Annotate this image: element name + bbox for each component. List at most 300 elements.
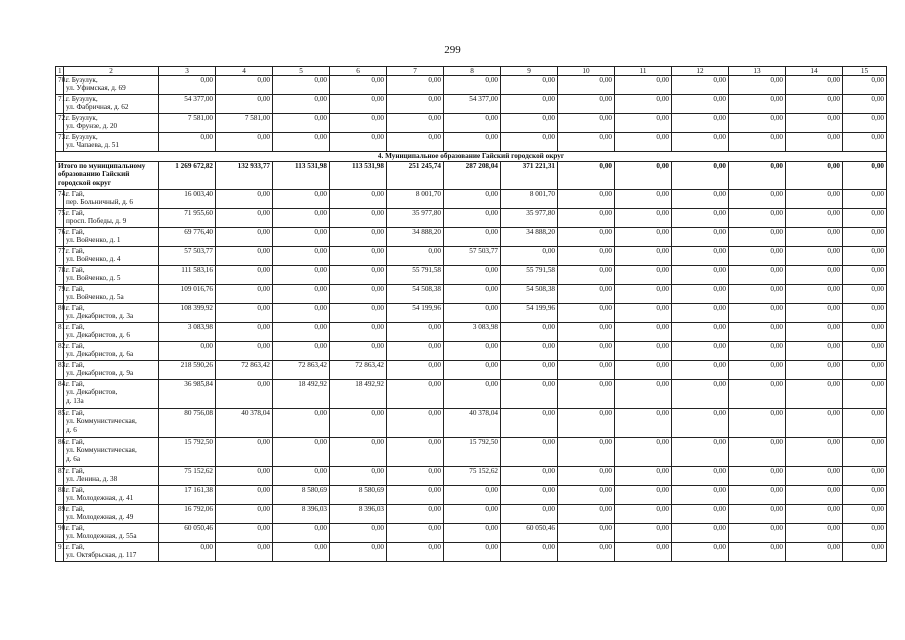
row-value: 0,00 (672, 380, 729, 409)
row-value: 0,00 (843, 190, 887, 209)
row-value: 0,00 (786, 543, 843, 562)
row-value: 0,00 (330, 114, 387, 133)
row-value: 36 985,84 (159, 380, 216, 409)
table-row (56, 486, 887, 505)
row-value: 0,00 (387, 247, 444, 266)
row-value: 0,00 (330, 467, 387, 486)
row-index: 76. (56, 228, 64, 247)
row-address: г. Гай, ул. Коммунистическая, д. 6а (64, 438, 159, 467)
row-address: г. Гай, ул. Молодежная, д. 41 (64, 486, 159, 505)
table-row (56, 133, 887, 152)
row-value: 0,00 (729, 133, 786, 152)
row-value: 0,00 (444, 76, 501, 95)
row-value: 8 396,03 (330, 505, 387, 524)
row-address: г. Гай, ул. Декабристов, д. 13а (64, 380, 159, 409)
row-value: 0,00 (444, 380, 501, 409)
row-value: 0,00 (615, 228, 672, 247)
row-value: 0,00 (387, 95, 444, 114)
row-value: 0,00 (558, 524, 615, 543)
row-value: 80 756,08 (159, 409, 216, 438)
row-value: 0,00 (558, 76, 615, 95)
row-value: 0,00 (615, 361, 672, 380)
row-value: 0,00 (216, 190, 273, 209)
row-value: 57 503,77 (159, 247, 216, 266)
table-row (56, 209, 887, 228)
row-value: 0,00 (729, 190, 786, 209)
row-address: г. Гай, ул. Войченко, д. 5 (64, 266, 159, 285)
row-value: 0,00 (558, 247, 615, 266)
row-value: 0,00 (558, 133, 615, 152)
row-value: 0,00 (444, 285, 501, 304)
row-index: 89. (56, 505, 64, 524)
row-value: 35 977,80 (387, 209, 444, 228)
row-value: 0,00 (273, 438, 330, 467)
row-value: 0,00 (501, 361, 558, 380)
row-value: 0,00 (444, 524, 501, 543)
row-value: 0,00 (615, 285, 672, 304)
row-value: 0,00 (501, 438, 558, 467)
row-value: 0,00 (786, 342, 843, 361)
row-value: 0,00 (786, 380, 843, 409)
row-value: 0,00 (216, 209, 273, 228)
row-value: 0,00 (159, 342, 216, 361)
row-address: г. Бузулук, ул. Фрунзе, д. 20 (64, 114, 159, 133)
row-value: 0,00 (216, 285, 273, 304)
row-value: 0,00 (843, 285, 887, 304)
column-header: 4 (216, 67, 273, 76)
row-value: 0,00 (615, 505, 672, 524)
row-value: 54 508,38 (501, 285, 558, 304)
row-index: 87. (56, 467, 64, 486)
row-value: 0,00 (843, 486, 887, 505)
row-value: 0,00 (216, 133, 273, 152)
table-row (56, 323, 887, 342)
row-value: 55 791,58 (501, 266, 558, 285)
row-value: 0,00 (444, 342, 501, 361)
row-value: 0,00 (501, 133, 558, 152)
row-value: 0,00 (216, 95, 273, 114)
row-value: 0,00 (729, 361, 786, 380)
row-value: 0,00 (729, 543, 786, 562)
row-value: 0,00 (273, 524, 330, 543)
row-value: 0,00 (273, 467, 330, 486)
row-value: 0,00 (615, 467, 672, 486)
row-value: 0,00 (729, 114, 786, 133)
row-value: 0,00 (786, 304, 843, 323)
row-value: 0,00 (330, 524, 387, 543)
row-value: 3 083,98 (159, 323, 216, 342)
row-value: 0,00 (729, 95, 786, 114)
total-value: 0,00 (729, 162, 786, 190)
page-number: 299 (444, 44, 461, 56)
row-value: 0,00 (672, 438, 729, 467)
row-value: 0,00 (501, 409, 558, 438)
table-row (56, 524, 887, 543)
row-address: г. Гай, ул. Декабристов, д. 6 (64, 323, 159, 342)
row-value: 0,00 (786, 76, 843, 95)
row-value: 0,00 (615, 190, 672, 209)
row-value: 0,00 (615, 543, 672, 562)
row-value: 0,00 (729, 247, 786, 266)
total-value: 0,00 (843, 162, 887, 190)
row-value: 0,00 (729, 228, 786, 247)
row-value: 0,00 (387, 76, 444, 95)
row-address: г. Гай, ул. Молодежная, д. 49 (64, 505, 159, 524)
total-label: Итого по муниципальному образованию Гайский городской округ (56, 162, 159, 190)
row-value: 0,00 (615, 409, 672, 438)
row-value: 0,00 (672, 114, 729, 133)
row-value: 54 199,96 (501, 304, 558, 323)
row-value: 0,00 (615, 342, 672, 361)
row-value: 71 955,60 (159, 209, 216, 228)
row-value: 8 001,70 (387, 190, 444, 209)
row-value: 0,00 (672, 486, 729, 505)
row-value: 16 003,40 (159, 190, 216, 209)
row-value: 0,00 (216, 486, 273, 505)
row-value: 0,00 (672, 266, 729, 285)
row-value: 0,00 (558, 285, 615, 304)
row-value: 0,00 (672, 304, 729, 323)
total-value: 0,00 (786, 162, 843, 190)
column-header: 14 (786, 67, 843, 76)
row-value: 0,00 (672, 543, 729, 562)
row-index: 71. (56, 95, 64, 114)
row-value: 0,00 (729, 342, 786, 361)
row-value: 0,00 (558, 266, 615, 285)
row-value: 0,00 (843, 95, 887, 114)
row-index: 78. (56, 266, 64, 285)
row-value: 15 792,50 (444, 438, 501, 467)
row-value: 54 377,00 (444, 95, 501, 114)
table-row (56, 190, 887, 209)
row-address: г. Бузулук, ул. Фабричная, д. 62 (64, 95, 159, 114)
row-value: 0,00 (729, 438, 786, 467)
row-value: 8 580,69 (330, 486, 387, 505)
row-value: 0,00 (672, 247, 729, 266)
row-value: 0,00 (729, 76, 786, 95)
row-value: 0,00 (843, 505, 887, 524)
row-value: 0,00 (615, 486, 672, 505)
row-value: 18 492,92 (330, 380, 387, 409)
total-value: 0,00 (615, 162, 672, 190)
row-value: 0,00 (786, 114, 843, 133)
row-value: 0,00 (786, 209, 843, 228)
row-value: 0,00 (558, 228, 615, 247)
row-value: 0,00 (387, 342, 444, 361)
table-row (56, 543, 887, 562)
table-row (56, 409, 887, 438)
row-address: г. Бузулук, ул. Чапаева, д. 51 (64, 133, 159, 152)
row-address: г. Бузулук, ул. Уфимская, д. 69 (64, 76, 159, 95)
column-header: 2 (64, 67, 159, 76)
row-value: 0,00 (330, 266, 387, 285)
row-value: 40 378,04 (444, 409, 501, 438)
row-value: 0,00 (216, 228, 273, 247)
table-row (56, 304, 887, 323)
row-value: 0,00 (330, 76, 387, 95)
row-value: 0,00 (330, 95, 387, 114)
row-value: 0,00 (672, 361, 729, 380)
row-address: г. Гай, ул. Войченко, д. 5а (64, 285, 159, 304)
table-row (56, 266, 887, 285)
column-header-row (56, 67, 887, 76)
row-value: 0,00 (216, 467, 273, 486)
row-value: 0,00 (843, 409, 887, 438)
row-value: 0,00 (330, 133, 387, 152)
row-value: 0,00 (729, 209, 786, 228)
row-index: 77. (56, 247, 64, 266)
row-value: 0,00 (216, 342, 273, 361)
row-value: 0,00 (444, 543, 501, 562)
table-row (56, 95, 887, 114)
row-value: 55 791,58 (387, 266, 444, 285)
table-row (56, 114, 887, 133)
row-value: 0,00 (444, 190, 501, 209)
row-value: 75 152,62 (159, 467, 216, 486)
row-value: 0,00 (615, 524, 672, 543)
row-value: 0,00 (501, 342, 558, 361)
row-index: 70. (56, 76, 64, 95)
row-value: 0,00 (273, 409, 330, 438)
row-value: 0,00 (786, 409, 843, 438)
column-header: 7 (387, 67, 444, 76)
row-value: 0,00 (159, 133, 216, 152)
row-value: 0,00 (387, 361, 444, 380)
row-value: 0,00 (330, 304, 387, 323)
row-address: г. Гай, ул. Молодежная, д. 55а (64, 524, 159, 543)
row-value: 0,00 (729, 486, 786, 505)
row-value: 0,00 (672, 524, 729, 543)
row-value: 0,00 (330, 438, 387, 467)
total-value: 113 531,98 (273, 162, 330, 190)
row-value: 0,00 (444, 266, 501, 285)
row-value: 0,00 (330, 409, 387, 438)
row-address: г. Гай, ул. Коммунистическая, д. 6 (64, 409, 159, 438)
row-value: 0,00 (786, 247, 843, 266)
row-value: 0,00 (330, 342, 387, 361)
row-value: 0,00 (330, 323, 387, 342)
row-value: 34 888,20 (387, 228, 444, 247)
row-index: 91. (56, 543, 64, 562)
row-value: 0,00 (786, 266, 843, 285)
row-value: 0,00 (843, 247, 887, 266)
row-value: 0,00 (672, 190, 729, 209)
row-value: 0,00 (843, 209, 887, 228)
row-value: 0,00 (729, 467, 786, 486)
row-value: 0,00 (273, 114, 330, 133)
row-value: 0,00 (330, 285, 387, 304)
row-value: 0,00 (273, 95, 330, 114)
row-value: 0,00 (216, 438, 273, 467)
row-value: 0,00 (444, 114, 501, 133)
row-value: 0,00 (501, 114, 558, 133)
row-value: 0,00 (444, 133, 501, 152)
row-value: 0,00 (672, 133, 729, 152)
row-value: 0,00 (273, 285, 330, 304)
row-value: 0,00 (672, 209, 729, 228)
table-row (56, 228, 887, 247)
row-value: 16 792,06 (159, 505, 216, 524)
row-value: 0,00 (615, 380, 672, 409)
row-value: 0,00 (729, 409, 786, 438)
row-value: 0,00 (843, 323, 887, 342)
row-value: 0,00 (843, 342, 887, 361)
row-value: 0,00 (558, 409, 615, 438)
table-row (56, 467, 887, 486)
row-value: 7 581,00 (216, 114, 273, 133)
row-value: 0,00 (387, 524, 444, 543)
row-value: 72 863,42 (330, 361, 387, 380)
row-value: 0,00 (273, 76, 330, 95)
row-value: 17 161,38 (159, 486, 216, 505)
column-header: 12 (672, 67, 729, 76)
row-value: 0,00 (558, 361, 615, 380)
row-value: 0,00 (843, 76, 887, 95)
row-value: 40 378,04 (216, 409, 273, 438)
row-address: г. Гай, ул. Войченко, д. 4 (64, 247, 159, 266)
data-table (55, 66, 887, 562)
row-value: 0,00 (273, 543, 330, 562)
row-value: 0,00 (558, 342, 615, 361)
table-row (56, 285, 887, 304)
row-value: 72 863,42 (273, 361, 330, 380)
row-value: 0,00 (786, 467, 843, 486)
row-value: 0,00 (786, 524, 843, 543)
row-value: 54 508,38 (387, 285, 444, 304)
row-value: 0,00 (216, 323, 273, 342)
row-value: 0,00 (729, 380, 786, 409)
row-value: 0,00 (843, 543, 887, 562)
row-value: 0,00 (672, 95, 729, 114)
table-row (56, 505, 887, 524)
section-title: 4. Муниципальное образование Гайский городской округ (56, 152, 887, 162)
row-value: 0,00 (216, 76, 273, 95)
row-index: 81. (56, 323, 64, 342)
row-value: 0,00 (843, 114, 887, 133)
row-index: 75. (56, 209, 64, 228)
row-address: г. Гай, ул. Декабристов, д. 3а (64, 304, 159, 323)
row-address: г. Гай, просп. Победы, д. 9 (64, 209, 159, 228)
row-value: 0,00 (273, 342, 330, 361)
row-value: 0,00 (672, 409, 729, 438)
row-value: 0,00 (444, 209, 501, 228)
row-value: 0,00 (786, 285, 843, 304)
row-value: 0,00 (387, 438, 444, 467)
row-value: 0,00 (501, 543, 558, 562)
row-value: 0,00 (672, 228, 729, 247)
row-index: 80. (56, 304, 64, 323)
row-value: 0,00 (216, 304, 273, 323)
row-value: 0,00 (843, 438, 887, 467)
row-value: 0,00 (330, 190, 387, 209)
table-row (56, 342, 887, 361)
row-value: 0,00 (330, 543, 387, 562)
row-value: 0,00 (729, 505, 786, 524)
row-value: 0,00 (387, 543, 444, 562)
row-index: 72. (56, 114, 64, 133)
table-row (56, 76, 887, 95)
total-value: 0,00 (558, 162, 615, 190)
table-row (56, 361, 887, 380)
column-header: 5 (273, 67, 330, 76)
row-value: 0,00 (786, 190, 843, 209)
row-value: 0,00 (786, 133, 843, 152)
column-header: 1 (56, 67, 64, 76)
row-index: 73. (56, 133, 64, 152)
row-value: 0,00 (843, 133, 887, 152)
row-value: 0,00 (501, 76, 558, 95)
row-value: 35 977,80 (501, 209, 558, 228)
column-header: 8 (444, 67, 501, 76)
row-value: 0,00 (843, 266, 887, 285)
row-value: 0,00 (330, 228, 387, 247)
row-value: 0,00 (558, 209, 615, 228)
row-value: 0,00 (843, 467, 887, 486)
row-value: 0,00 (615, 114, 672, 133)
row-value: 0,00 (558, 190, 615, 209)
table-row (56, 247, 887, 266)
row-value: 8 580,69 (273, 486, 330, 505)
row-value: 0,00 (501, 247, 558, 266)
row-value: 0,00 (672, 342, 729, 361)
row-value: 0,00 (729, 323, 786, 342)
row-index: 85. (56, 409, 64, 438)
row-value: 15 792,50 (159, 438, 216, 467)
row-value: 0,00 (615, 95, 672, 114)
row-value: 0,00 (273, 228, 330, 247)
row-value: 0,00 (615, 76, 672, 95)
row-value: 8 396,03 (273, 505, 330, 524)
row-value: 0,00 (387, 467, 444, 486)
row-value: 0,00 (216, 543, 273, 562)
row-value: 0,00 (273, 323, 330, 342)
row-value: 0,00 (159, 76, 216, 95)
row-value: 0,00 (672, 76, 729, 95)
row-index: 88. (56, 486, 64, 505)
row-value: 0,00 (501, 323, 558, 342)
row-value: 0,00 (615, 209, 672, 228)
row-value: 0,00 (558, 543, 615, 562)
row-value: 0,00 (786, 438, 843, 467)
row-value: 0,00 (558, 114, 615, 133)
row-address: г. Гай, ул. Войченко, д. 1 (64, 228, 159, 247)
total-row (56, 162, 887, 190)
total-value: 0,00 (672, 162, 729, 190)
row-value: 8 001,70 (501, 190, 558, 209)
row-value: 0,00 (729, 285, 786, 304)
row-value: 0,00 (273, 266, 330, 285)
row-value: 109 016,76 (159, 285, 216, 304)
row-address: г. Гай, ул. Октябрьская, д. 117 (64, 543, 159, 562)
row-value: 72 863,42 (216, 361, 273, 380)
row-value: 0,00 (558, 95, 615, 114)
row-address: г. Гай, пер. Больничный, д. 6 (64, 190, 159, 209)
row-value: 3 083,98 (444, 323, 501, 342)
row-value: 0,00 (615, 266, 672, 285)
row-value: 7 581,00 (159, 114, 216, 133)
total-value: 287 208,04 (444, 162, 501, 190)
row-value: 218 590,26 (159, 361, 216, 380)
row-value: 0,00 (273, 247, 330, 266)
row-index: 82. (56, 342, 64, 361)
row-value: 0,00 (216, 505, 273, 524)
row-value: 0,00 (387, 133, 444, 152)
total-value: 1 269 672,82 (159, 162, 216, 190)
row-value: 0,00 (843, 524, 887, 543)
row-value: 0,00 (558, 505, 615, 524)
row-value: 0,00 (444, 361, 501, 380)
row-value: 0,00 (216, 380, 273, 409)
